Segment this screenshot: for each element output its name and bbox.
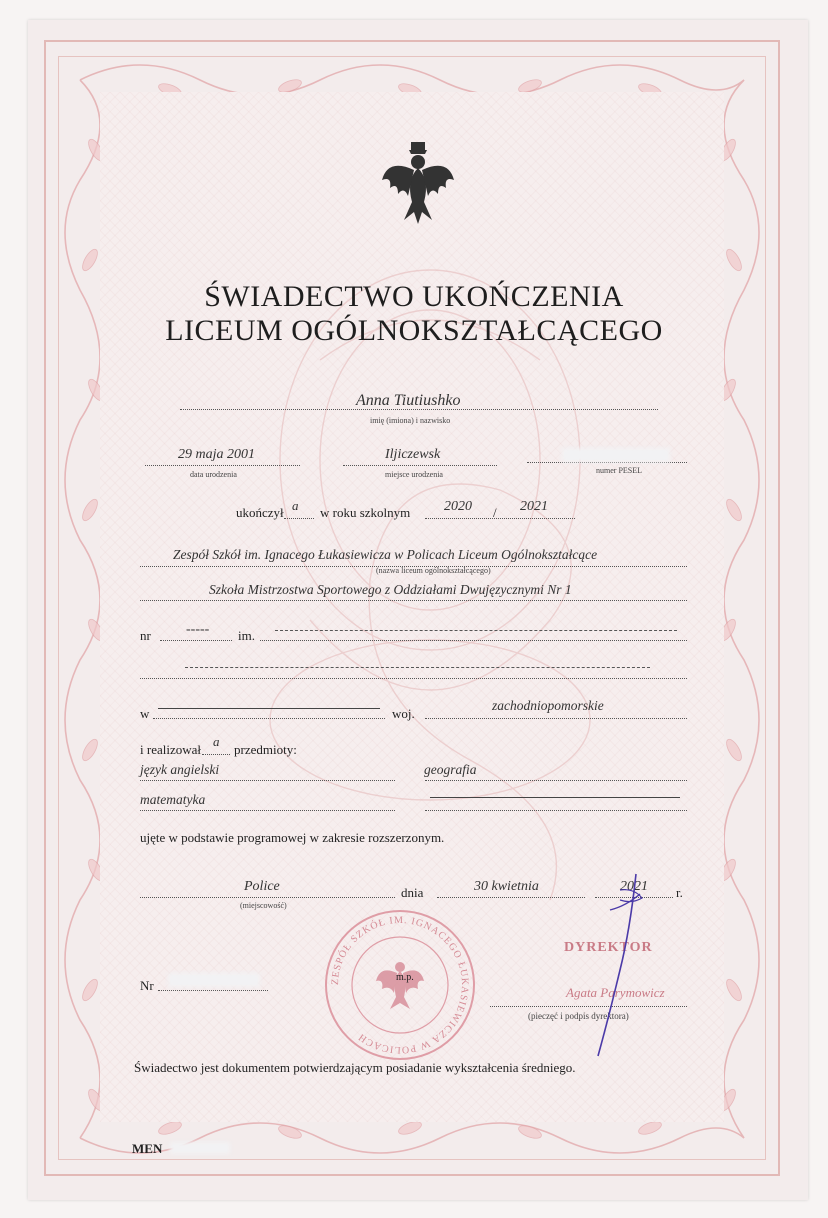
completed-suffix-line — [284, 518, 314, 519]
school-name-line2 — [140, 600, 687, 601]
round-seal-stamp-icon — [320, 905, 480, 1065]
school-name-caption: (nazwa liceum ogólnokształcącego) — [376, 566, 491, 575]
place-caption: (miejscowość) — [240, 901, 287, 910]
nr-bottom-line — [158, 990, 268, 991]
extended-scope-text: ujęte w podstawie programowej w zakresie rozszerzonym. — [140, 830, 445, 845]
birth-place-caption: miejsce urodzenia — [385, 470, 443, 479]
realized-suffix-line — [202, 754, 230, 755]
nr-value: ----- — [186, 622, 210, 637]
subjects-label: przedmioty: — [234, 742, 297, 757]
name-caption: imię (imiona) i nazwisko — [370, 416, 451, 425]
form-code-redacted — [170, 1142, 230, 1154]
pesel-caption: numer PESEL — [596, 466, 642, 475]
subject4-line — [425, 810, 687, 811]
year-to: 2021 — [520, 499, 548, 514]
extra-line — [140, 678, 687, 679]
subject3: matematyka — [140, 792, 206, 807]
subject2-line — [425, 780, 687, 781]
subject4-strike — [430, 797, 680, 798]
year-value: 2021 — [620, 879, 648, 894]
student-name: Anna Tiutiushko — [356, 392, 461, 409]
subject3-line — [140, 810, 395, 811]
polish-eagle-emblem-icon — [378, 140, 458, 230]
nr-bottom-label: Nr — [140, 978, 154, 993]
certificate-title-line1: ŚWIADECTWO UKOŃCZENIA — [204, 280, 624, 313]
certificate-title-line2: LICEUM OGÓLNOKSZTAŁCĄCEGO — [165, 314, 663, 347]
year-separator: / — [493, 505, 497, 520]
realized-suffix: a — [213, 734, 220, 749]
im-dash — [275, 630, 677, 631]
date-line — [437, 897, 585, 898]
mp-label: m.p. — [396, 972, 414, 983]
subject1: język angielski — [140, 762, 220, 777]
place-line — [140, 897, 395, 898]
subject1-line — [140, 780, 395, 781]
director-stamp-title: DYREKTOR — [564, 940, 653, 955]
woj-label: woj. — [392, 706, 415, 721]
form-code: MEN — [132, 1141, 163, 1156]
director-stamp-name: Agata Parymowicz — [566, 985, 665, 1000]
im-line — [260, 640, 687, 641]
school-name-text1: Zespół Szkół im. Ignacego Łukasiewicza w Policach Liceum Ogólnokształcące — [173, 547, 598, 562]
im-label: im. — [238, 628, 255, 643]
birth-date-caption: data urodzenia — [190, 470, 237, 479]
nr-line — [160, 640, 232, 641]
day-label: dnia — [401, 885, 424, 900]
pesel-redacted — [562, 448, 670, 462]
date-value: 30 kwietnia — [474, 879, 539, 894]
w-line — [153, 718, 385, 719]
footer-note: Świadectwo jest dokumentem potwierdzającym posiadanie wykształcenia średniego. — [134, 1060, 576, 1075]
birth-date-line — [145, 465, 300, 466]
woj-value: zachodniopomorskie — [492, 698, 604, 713]
seal-ring-text: ZESPÓŁ SZKÓŁ IM. IGNACEGO ŁUKASIEWICZA W POLICACH — [329, 914, 471, 1056]
birth-place-line — [343, 465, 497, 466]
signature-caption: (pieczęć i podpis dyrektora) — [528, 1011, 629, 1021]
place-value: Police — [244, 879, 280, 894]
school-year-line — [425, 518, 575, 519]
signature-icon — [580, 870, 670, 1060]
birth-date: 29 maja 2001 — [178, 447, 255, 462]
completed-label: ukończył — [236, 505, 284, 520]
completed-suffix: a — [292, 498, 299, 513]
w-strike — [158, 708, 380, 709]
pesel-line — [527, 462, 687, 463]
year-from: 2020 — [444, 499, 472, 514]
year-suffix: r. — [676, 885, 683, 900]
birth-place: Iljiczewsk — [385, 447, 441, 462]
school-year-label: w roku szkolnym — [320, 505, 411, 520]
extra-dash — [185, 667, 650, 668]
school-name-text2: Szkoła Mistrzostwa Sportowego z Oddziałami Dwujęzycznymi Nr 1 — [209, 582, 572, 597]
nr-bottom-redacted — [168, 973, 260, 987]
subject2: geografia — [424, 762, 477, 777]
nr-label: nr — [140, 628, 151, 643]
w-label: w — [140, 706, 150, 721]
woj-line — [425, 718, 687, 719]
realized-label: i realizował — [140, 742, 201, 757]
